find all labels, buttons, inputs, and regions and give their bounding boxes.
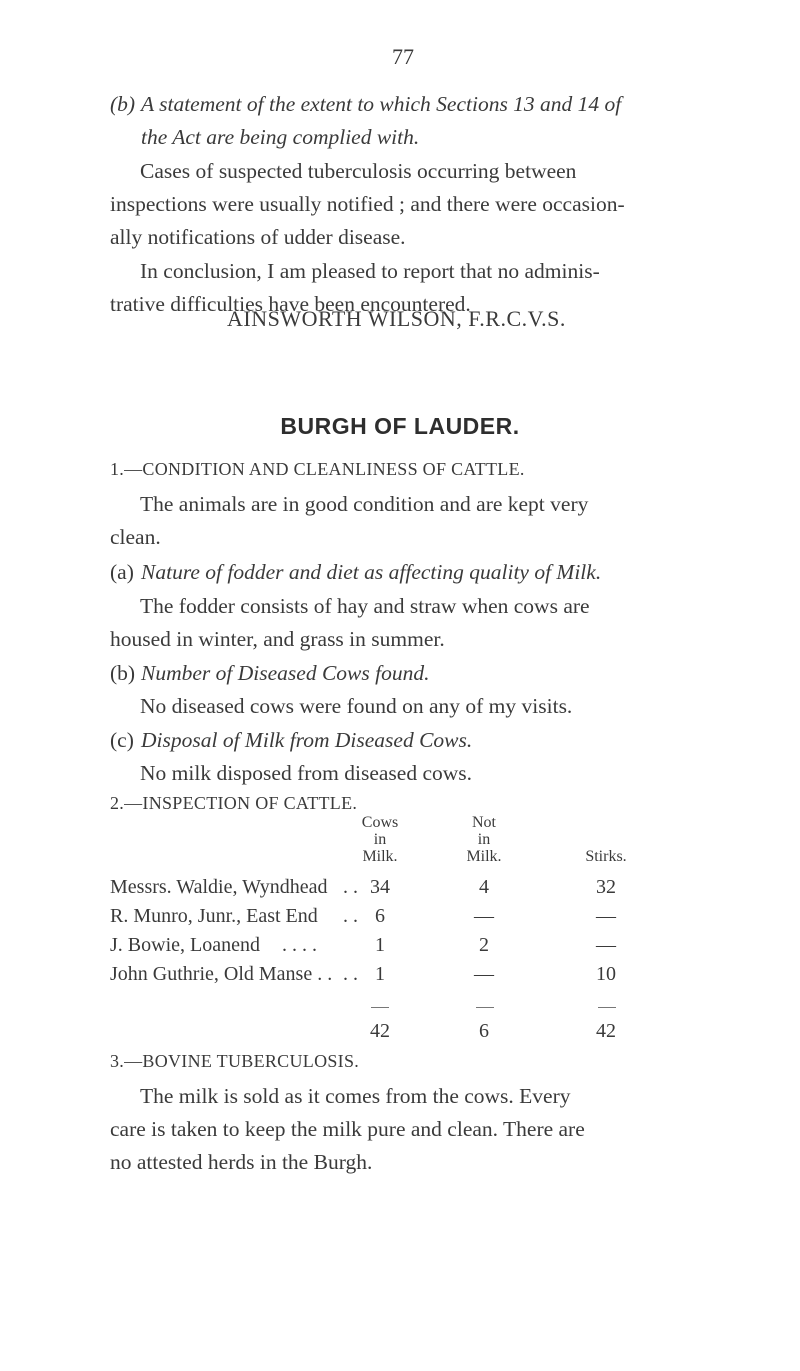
table-row-leader: . . . . xyxy=(282,934,317,956)
total-rule xyxy=(371,1007,389,1008)
cell-stirks: — xyxy=(596,934,616,956)
section3-title: 3.—BOVINE TUBERCULOSIS. xyxy=(110,1051,360,1071)
subsection-b-label: (b) xyxy=(110,661,136,685)
subsection-a-label: (a) xyxy=(110,560,134,584)
subsection-c-title: Disposal of Milk from Diseased Cows. xyxy=(141,728,473,752)
column-header-not-in-milk: Not in Milk. xyxy=(466,814,502,865)
signature: AINSWORTH WILSON, F.R.C.V.S. xyxy=(227,306,566,331)
paragraph-line: clean. xyxy=(110,525,161,549)
table-row-name: Messrs. Waldie, Wyndhead xyxy=(110,876,328,898)
cell-stirks: 10 xyxy=(596,963,616,985)
cell-not-in-milk: 4 xyxy=(479,876,489,898)
table-row-name: R. Munro, Junr., East End xyxy=(110,905,318,927)
paragraph-line: The fodder consists of hay and straw when cows are xyxy=(140,594,590,618)
paragraph-line: trative difficulties have been encountered. xyxy=(110,292,471,316)
paragraph-line: ally notifications of udder disease. xyxy=(110,225,406,249)
total-cows-in-milk: 42 xyxy=(370,1020,390,1042)
total-not-in-milk: 6 xyxy=(479,1020,489,1042)
cell-not-in-milk: — xyxy=(474,905,494,927)
table-row-leader: . . xyxy=(343,963,358,985)
total-rule xyxy=(598,1007,616,1008)
section1-title: 1.—CONDITION AND CLEANLINESS OF CATTLE. xyxy=(110,459,525,479)
burgh-title: BURGH OF LAUDER. xyxy=(280,413,520,439)
subsection-a-title: Nature of fodder and diet as affecting quality of Milk. xyxy=(141,560,602,584)
table-row-leader: . . xyxy=(343,876,358,898)
cell-cows-in-milk: 1 xyxy=(375,934,385,956)
column-header-stirks: Stirks. xyxy=(585,848,627,865)
total-rule xyxy=(476,1007,494,1008)
page-number: 77 xyxy=(392,44,414,69)
paragraph-line: care is taken to keep the milk pure and clean. There are xyxy=(110,1117,585,1141)
statement-heading-line1: A statement of the extent to which Sections 13 and 14 of xyxy=(141,92,622,116)
paragraph-line: No diseased cows were found on any of my visits. xyxy=(140,694,573,718)
cell-not-in-milk: 2 xyxy=(479,934,489,956)
statement-heading-label: (b) xyxy=(110,92,136,116)
table-row-name: J. Bowie, Loanend xyxy=(110,934,260,956)
column-header-cows-in-milk: Cows in Milk. xyxy=(361,814,399,865)
cell-stirks: 32 xyxy=(596,876,616,898)
cell-cows-in-milk: 1 xyxy=(375,963,385,985)
paragraph-line: The animals are in good condition and are kept very xyxy=(140,492,589,516)
paragraph-line: housed in winter, and grass in summer. xyxy=(110,627,445,651)
subsection-c-label: (c) xyxy=(110,728,134,752)
cell-not-in-milk: — xyxy=(474,963,494,985)
cell-cows-in-milk: 6 xyxy=(375,905,385,927)
table-row-leader: . . xyxy=(343,905,358,927)
paragraph-line: In conclusion, I am pleased to report that no adminis- xyxy=(140,259,600,283)
paragraph-line: Cases of suspected tuberculosis occurring between xyxy=(140,159,577,183)
table-row-name: John Guthrie, Old Manse . . xyxy=(110,963,333,985)
section2-title: 2.—INSPECTION OF CATTLE. xyxy=(110,793,358,813)
statement-heading-line2: the Act are being complied with. xyxy=(141,125,420,149)
total-stirks: 42 xyxy=(596,1020,616,1042)
paragraph-line: No milk disposed from diseased cows. xyxy=(140,761,473,785)
cell-cows-in-milk: 34 xyxy=(370,876,390,898)
subsection-b-title: Number of Diseased Cows found. xyxy=(141,661,430,685)
cell-stirks: — xyxy=(596,905,616,927)
paragraph-line: The milk is sold as it comes from the cows. Every xyxy=(140,1084,571,1108)
paragraph-line: inspections were usually notified ; and there were occasion- xyxy=(110,192,625,216)
paragraph-line: no attested herds in the Burgh. xyxy=(110,1150,373,1174)
